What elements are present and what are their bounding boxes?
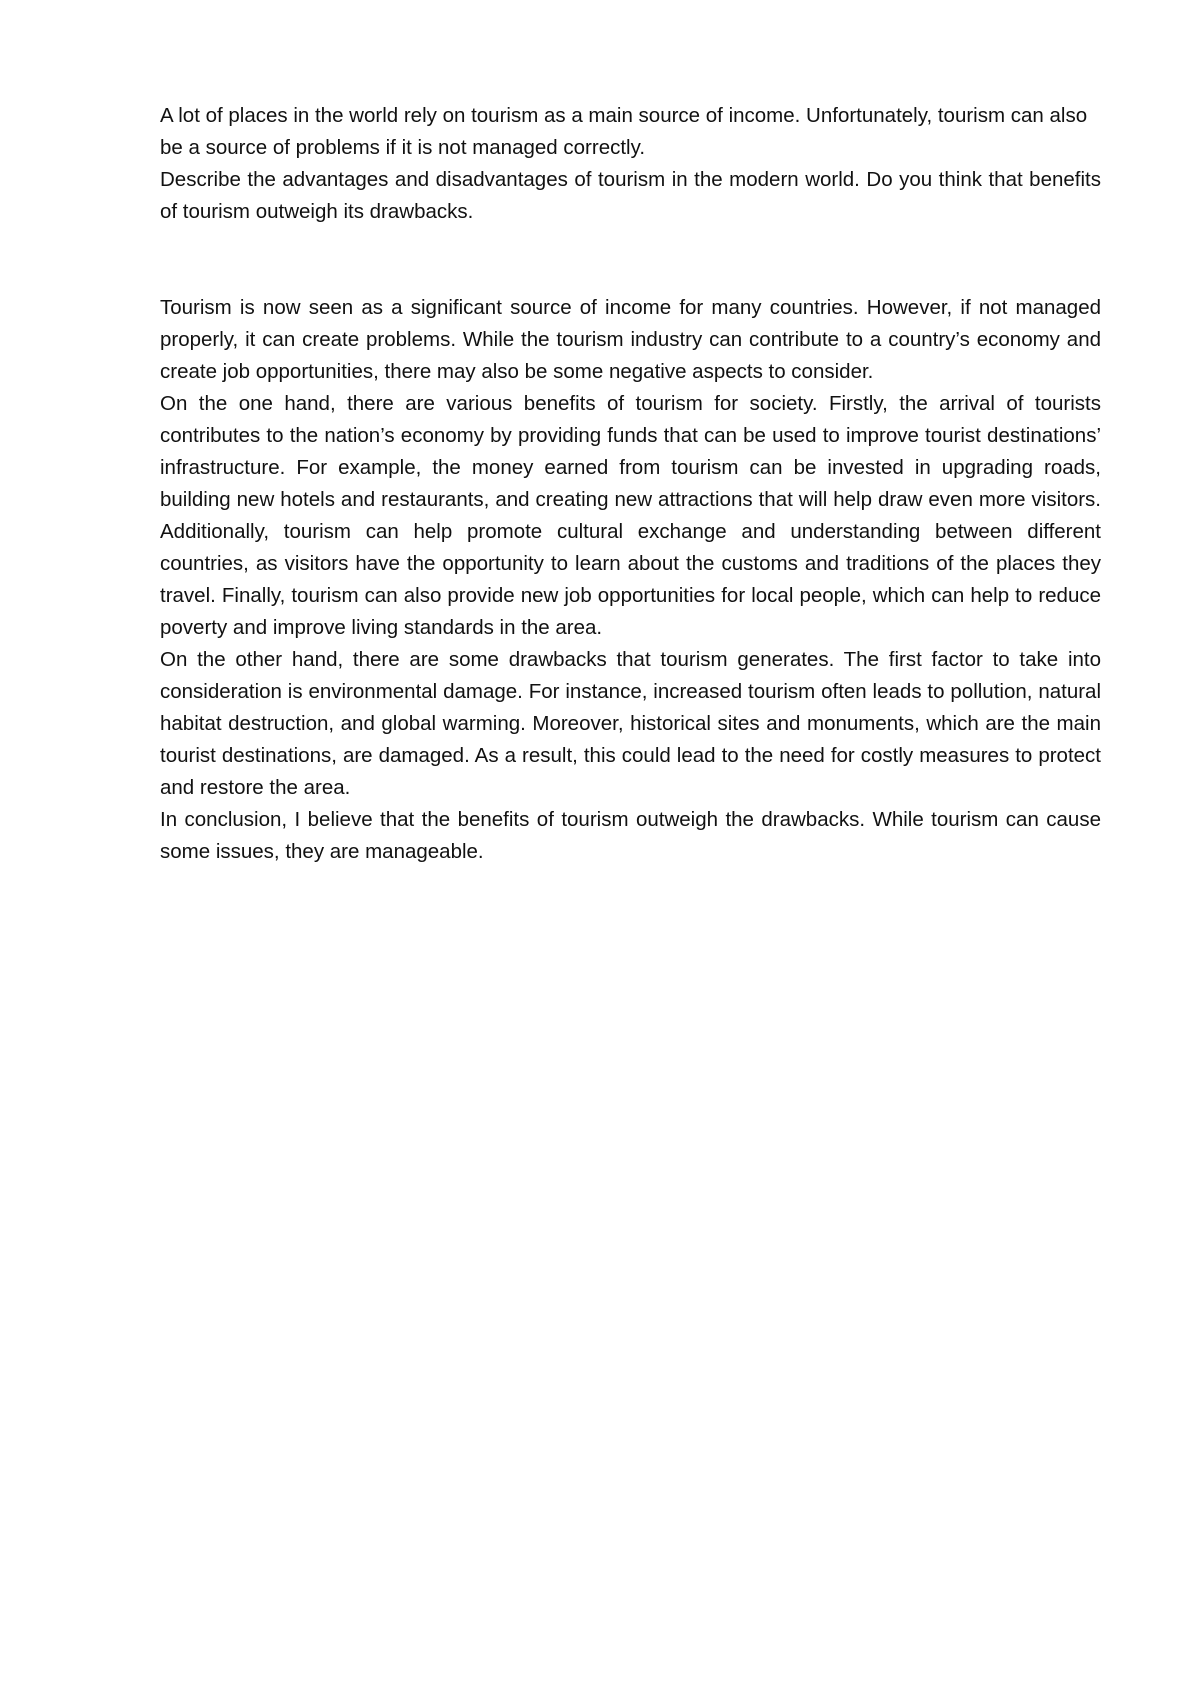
- essay-advantages-paragraph: On the one hand, there are various benefits of tourism for society. Firstly, the arrival of tourists contributes to the nation’s economy by providing funds that can be used to improve tourist destinations’ infrastructure. For example, the money earned from tourism can be invested in upgrading roads, building new hotels and restaurants, and creating new attractions that will help draw even more visitors. Additionally, tourism can help promote cultural exchange and understanding between different countries, as visitors have the opportunity to learn about the customs and traditions of the places they travel. Finally, tourism can also provide new job opportunities for local people, which can help to reduce poverty and improve living standards in the area.: [160, 392, 1101, 639]
- document-body: [160, 100, 1101, 868]
- prompt-paragraph-1: A lot of places in the world rely on tourism as a main source of income. Unfortunately, tourism can also be a source of problems if it is not managed correctly.: [160, 104, 1088, 159]
- section-gap: [160, 228, 1101, 292]
- essay-conclusion: In conclusion, I believe that the benefits of tourism outweigh the drawbacks. While tourism can cause some issues, they are manageable.: [160, 808, 1101, 863]
- essay-disadvantages-paragraph: On the other hand, there are some drawbacks that tourism generates. The first factor to take into consideration is environmental damage. For instance, increased tourism often leads to pollution, natural habitat destruction, and global warming. Moreover, historical sites and monuments, which are the main tourist destinations, are damaged. As a result, this could lead to the need for costly measures to protect and restore the area.: [160, 648, 1101, 799]
- essay-introduction: Tourism is now seen as a significant source of income for many countries. However, if not managed properly, it can create problems. While the tourism industry can contribute to a country’s economy and create job opportunities, there may also be some negative aspects to consider.: [160, 296, 1101, 383]
- prompt-paragraph-2: Describe the advantages and disadvantages of tourism in the modern world. Do you think that benefits of tourism outweigh its drawbacks.: [160, 168, 1101, 223]
